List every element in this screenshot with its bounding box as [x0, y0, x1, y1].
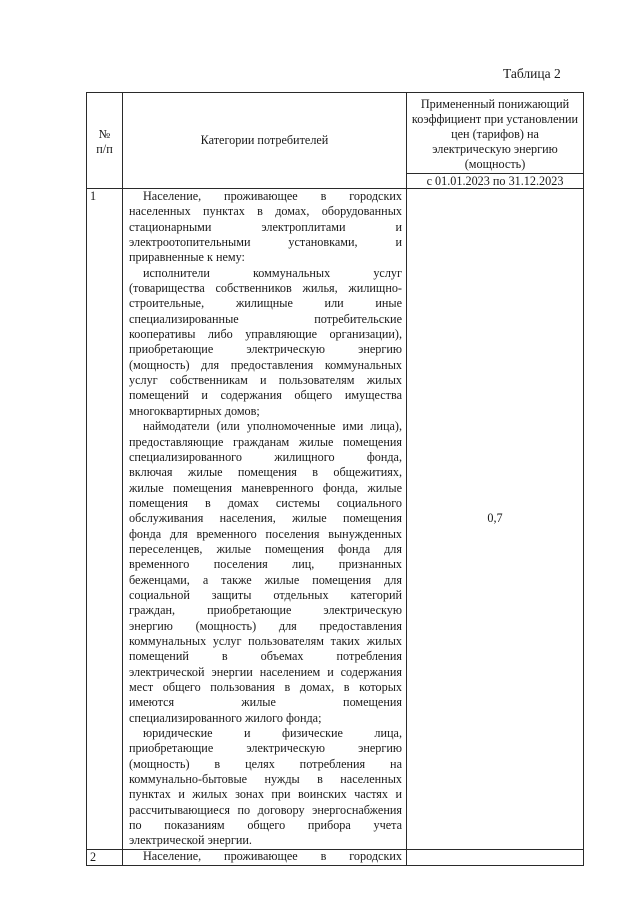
- category-text-line: помещения в домах системы социального: [129, 495, 402, 510]
- header-coef-line: электрическую энергию: [432, 142, 558, 156]
- table-row: [87, 849, 584, 865]
- category-text-line: временного поселения лиц, признанных: [129, 557, 402, 572]
- category-text-line: (товарищества собственников жилья, жилищно-: [129, 281, 402, 296]
- category-text-line: энергию (мощность) для предоставления: [129, 618, 402, 633]
- row-category-text: [123, 849, 407, 865]
- category-text-line: (мощность) для предоставления коммунальных: [129, 357, 402, 372]
- category-text-line: Население, проживающее в городских: [143, 189, 402, 203]
- category-text-line: жилые помещения маневренного фонда, жилые: [129, 480, 402, 495]
- category-text-line: электрической энергии.: [129, 833, 252, 848]
- category-text-line: электроотопительными установками, и: [129, 235, 402, 250]
- header-coef-line: коэффициент при установлении: [411, 112, 579, 126]
- category-text-line: пунктах и жилых зонах при воинских частях и: [129, 787, 402, 802]
- category-text-line: фонда для временного поселения вынужденных: [129, 526, 402, 541]
- category-text-line: кооперативы либо управляющие организации),: [129, 327, 402, 342]
- table-caption: Таблица 2: [503, 66, 561, 81]
- category-text-line: граждан, приобретающие электрическую: [129, 603, 402, 618]
- category-text-line: многоквартирных домов;: [129, 403, 260, 418]
- category-text-line: наймодатели (или уполномоченные ими лица),: [143, 419, 402, 434]
- category-text-line: приобретающие электрическую энергию: [129, 342, 402, 357]
- category-text-line: предоставляющие гражданам жилые помещения: [129, 434, 402, 449]
- category-text-line: рассчитывающиеся по договору энергоснабжения: [129, 802, 402, 817]
- category-text-line: юридические и физические лица,: [143, 726, 402, 741]
- category-text-line: специализированного жилищного фонда,: [129, 449, 402, 464]
- category-text-line: помещений и содержания общего имущества: [129, 388, 402, 403]
- header-coef-line: цен (тарифов) на: [451, 127, 539, 141]
- category-text-line: мест общего пользования в домах, в которых: [129, 680, 402, 694]
- category-text-line: коммунальных услуг пользователям таких жилых: [129, 633, 402, 648]
- header-number-sign: №: [98, 126, 111, 141]
- header-coef-line: (мощность): [464, 157, 526, 171]
- category-text-line: специализированного жилого фонда;: [129, 710, 322, 725]
- category-text-line: социальной защиты отдельных категорий: [129, 587, 402, 602]
- header-number-cell: [87, 93, 123, 189]
- header-coef-line: Примененный понижающий: [420, 97, 570, 111]
- category-text-line: специализированные потребительские: [129, 311, 402, 326]
- category-text-line: коммунально-бытовые нужды в населенных: [129, 772, 402, 787]
- row-category-text: [123, 189, 407, 850]
- category-text-line: населенных пунктах в домах, оборудованных: [129, 204, 402, 219]
- category-text-line: (мощность) в целях потребления на: [129, 756, 402, 771]
- table-header-row: [87, 93, 584, 174]
- table-row: [87, 189, 584, 850]
- category-text-line: включая жилые помещения в общежитиях,: [129, 465, 402, 480]
- category-text-line: стационарными электроплитами и: [129, 219, 402, 234]
- header-number-abbr: п/п: [96, 141, 113, 156]
- header-period-cell: с 01.01.2023 по 31.12.2023: [407, 174, 584, 189]
- row-coefficient: [407, 849, 584, 865]
- header-coefficient-cell: [407, 93, 584, 174]
- header-category-cell: Категории потребителей: [123, 93, 407, 189]
- category-text-line: приравненные к нему:: [129, 250, 245, 265]
- category-text-line: обслуживания населения, жилые помещения: [129, 511, 402, 526]
- category-text-line: беженцами, а также жилые помещения для: [129, 572, 402, 587]
- category-text-line: имеются жилые помещения: [129, 695, 402, 710]
- category-text-line: по показаниям общего прибора учета: [129, 818, 402, 833]
- category-text-line: приобретающие электрическую энергию: [129, 741, 402, 756]
- category-text-line: Население, проживающее в городских: [143, 849, 402, 863]
- category-text-line: строительные, жилищные или иные: [129, 296, 402, 311]
- category-text-line: переселенцев, жилые помещения фонда для: [129, 541, 402, 556]
- row-number: 1: [87, 189, 123, 850]
- category-text-line: помещений в объемах потребления: [129, 649, 402, 664]
- row-number: 2: [87, 849, 123, 865]
- category-text-line: электрической энергии населением и содержания: [129, 664, 402, 679]
- row-coefficient: 0,7: [407, 189, 584, 850]
- tariff-table: [86, 92, 584, 866]
- category-text-line: исполнители коммунальных услуг: [143, 265, 402, 280]
- category-text-line: услуг собственникам и пользователям жилых: [129, 373, 402, 388]
